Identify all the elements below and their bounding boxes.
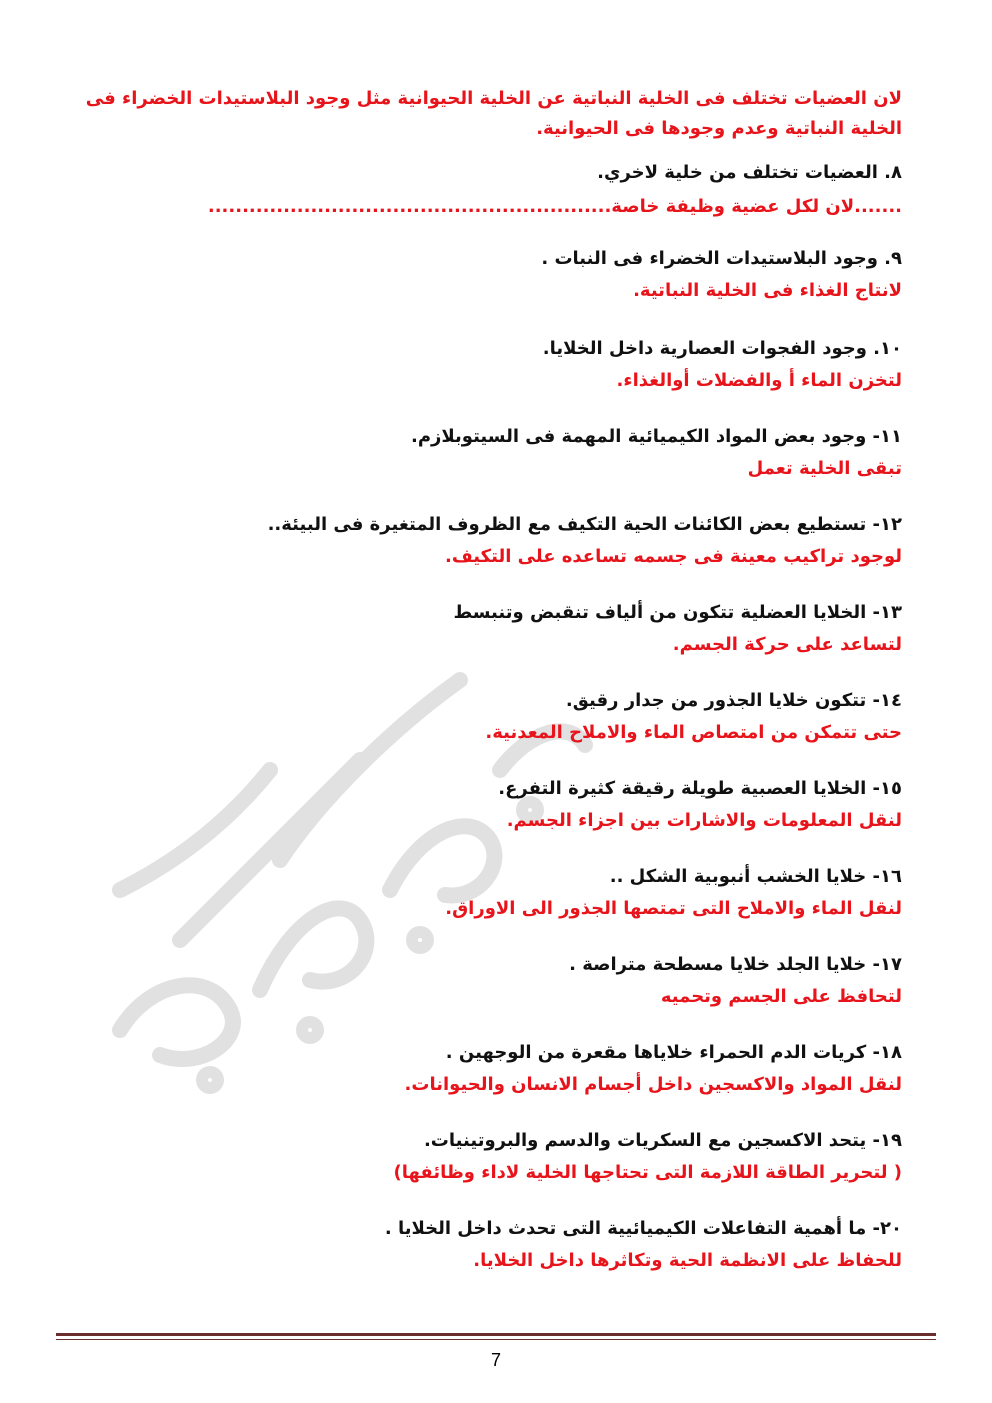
answer-text: لانتاج الغذاء فى الخلية النباتية. bbox=[633, 280, 902, 301]
question-text: ١٧- خلايا الجلد خلايا مسطحة متراصة . bbox=[569, 954, 902, 975]
answer-text: تبقى الخلية تعمل bbox=[747, 458, 902, 479]
footer-divider bbox=[56, 1333, 936, 1336]
question-text: ٨. العضيات تختلف من خلية لاخري. bbox=[597, 162, 902, 183]
question-text: ١٠. وجود الفجوات العصارية داخل الخلايا. bbox=[542, 338, 902, 359]
question-text: ١٩- يتحد الاكسجين مع السكريات والدسم والبروتينيات. bbox=[423, 1130, 902, 1151]
question-text: ٩. وجود البلاستيدات الخضراء فى النبات . bbox=[541, 248, 902, 269]
question-text: ١٨- كريات الدم الحمراء خلاياها مقعرة من الوجهين . bbox=[445, 1042, 902, 1063]
question-text: ١٣- الخلايا العضلية تتكون من ألياف تنقبض وتنبسط bbox=[453, 602, 902, 623]
answer-text: لتحافظ على الجسم وتحميه bbox=[660, 986, 902, 1007]
answer-text: لنقل الماء والاملاح التى تمتصها الجذور الى الاوراق. bbox=[445, 898, 902, 919]
question-text: ١٢- تستطيع بعض الكائنات الحية التكيف مع الظروف المتغيرة فى البيئة.. bbox=[267, 514, 902, 535]
page-number: 7 bbox=[490, 1350, 501, 1370]
answer-text: لوجود تراكيب معينة فى جسمه تساعده على التكيف. bbox=[445, 546, 902, 567]
answer-text: للحفاظ على الانظمة الحية وتكاثرها داخل الخلايا. bbox=[473, 1250, 902, 1271]
answer-text: لنقل المعلومات والاشارات بين اجزاء الجسم. bbox=[506, 810, 902, 831]
question-text: ١٤- تتكون خلايا الجذور من جدار رقيق. bbox=[565, 690, 902, 711]
answer-text: لتساعد على حركة الجسم. bbox=[672, 634, 902, 655]
answer-text: لتخزن الماء أ والفضلات أوالغذاء. bbox=[616, 370, 902, 391]
question-text: ١٦- خلايا الخشب أنبوبية الشكل .. bbox=[609, 866, 902, 887]
answer-text: ( لتحرير الطاقة اللازمة التى تحتاجها الخلية لاداء وظائفها) bbox=[393, 1162, 902, 1183]
answer-text: لنقل المواد والاكسجين داخل أجسام الانسان والحيوانات. bbox=[404, 1074, 902, 1095]
question-text: ٢٠- ما أهمية التفاعلات الكيميائيية التى تحدث داخل الخلايا . bbox=[384, 1218, 902, 1239]
question-text: ١٥- الخلايا العصبية طويلة رقيقة كثيرة التفرع. bbox=[498, 778, 902, 799]
question-text: ١١- وجود بعض المواد الكيميائية المهمة فى السيتوبلازم. bbox=[410, 426, 902, 447]
answer-text: لان العضيات تختلف فى الخلية النباتية عن الخلية الحيوانية مثل وجود البلاستيدات الخضراء فى الخلية النباتية وعدم وجودها فى الحيوانية. bbox=[85, 88, 902, 139]
answer-text: حتى تتمكن من امتصاص الماء والاملاح المعدنية. bbox=[485, 722, 902, 743]
answer-text: .......لان لكل عضية وظيفة خاصة........................................................... bbox=[207, 196, 902, 217]
footer-divider-thin bbox=[56, 1339, 936, 1340]
watermark-icon bbox=[60, 560, 620, 1120]
